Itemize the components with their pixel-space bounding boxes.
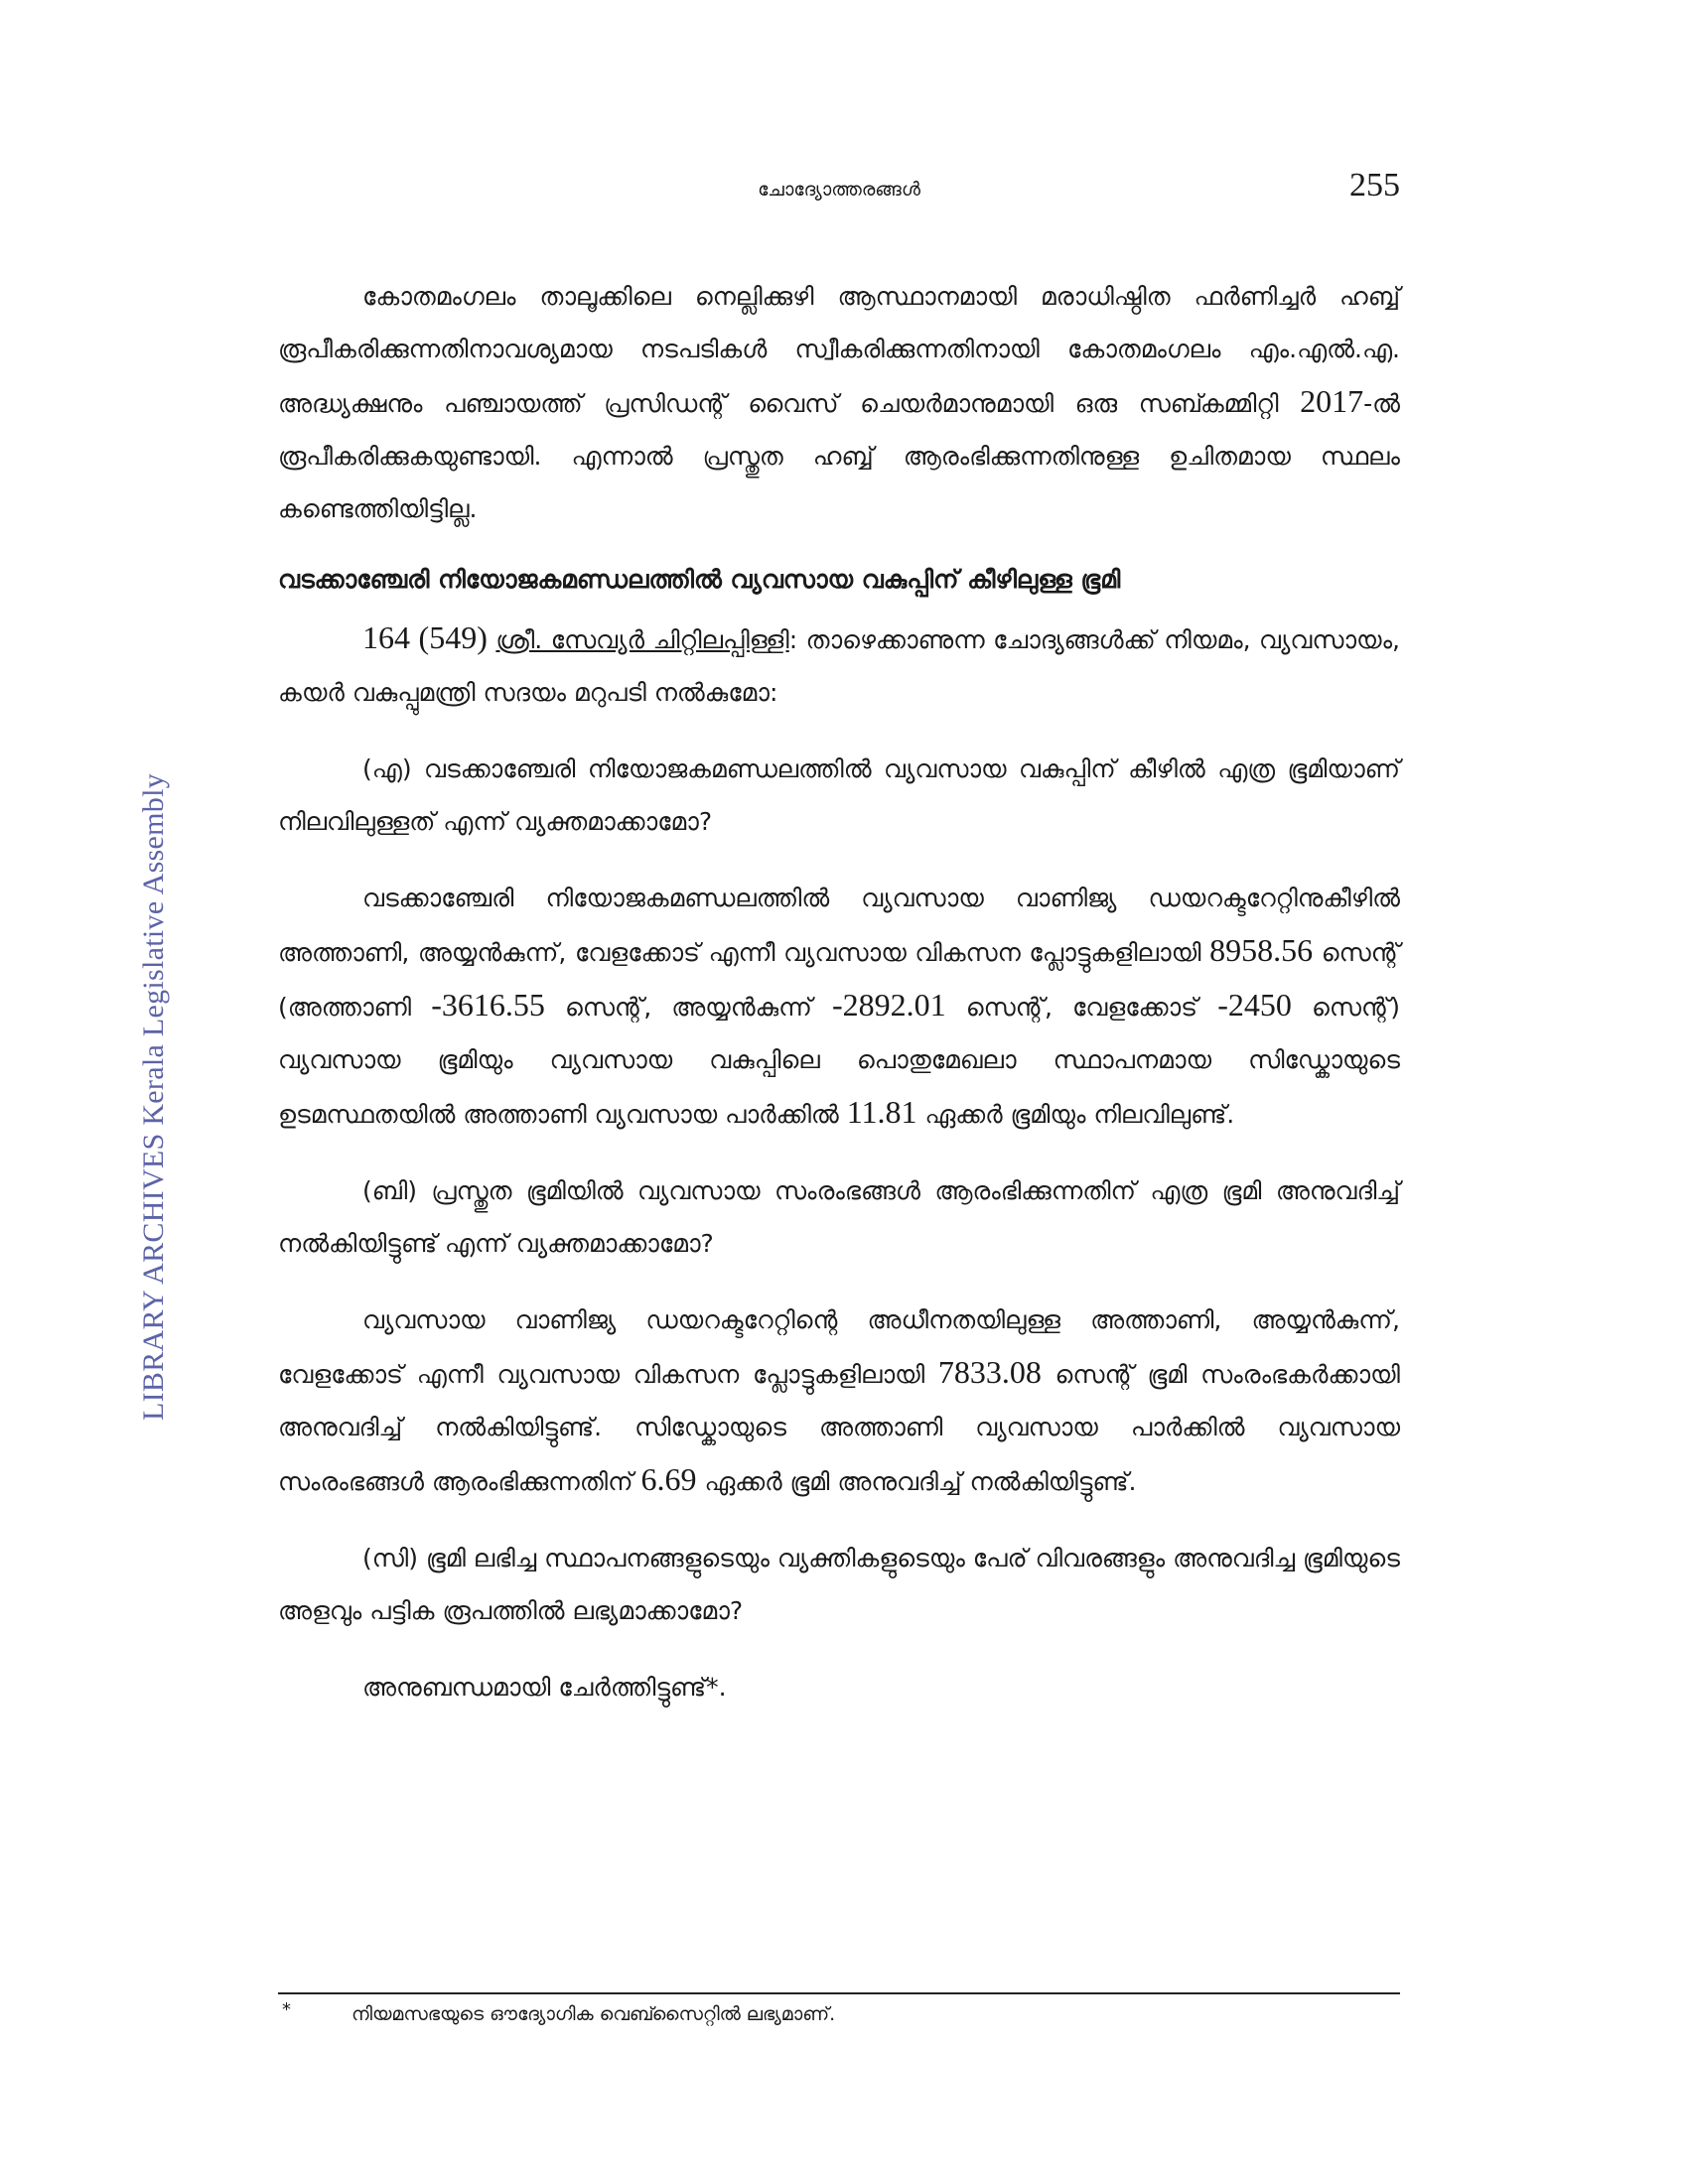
page-body [278,270,1400,1713]
intro-text-b: -ൽ രൂപീകരിക്കുകയുണ്ടായി. എന്നാൽ പ്രസ്തുത ഹബ്ബ് ആരംഭിക്കുന്നതിനുള്ള ഉചിതമായ സ്ഥലം കണ്ടെത്തിയിട്ടില്ല. [278,389,1400,523]
footnote-text: നിയമസഭയുടെ ഔദ്യോഗിക വെബ്സൈറ്റിൽ ലഭ്യമാണ്. [352,2003,836,2025]
footnote [278,1999,1400,2039]
answer-c: അനുബന്ധമായി ചേർത്തിട്ടുണ്ട്*. [362,1673,727,1702]
answer-a-text-4: സെന്റ്, വേളക്കോട് [945,993,1218,1022]
question-intro [278,612,1400,719]
archive-watermark [129,740,179,1454]
question-c: (സി) ഭൂമി ലഭിച്ച സ്ഥാപനങ്ങളുടെയും വ്യക്തികളുടെയും പേര് വിവരങ്ങളും അനുവദിച്ച ഭൂമിയുടെ അളവും പട്ടിക രൂപത്തിൽ ലഭ്യമാക്കാമോ? [278,1544,1400,1625]
answer-b-allotted-cents: 7833.08 [937,1354,1042,1390]
running-title: ചോദ്യോത്തരങ്ങൾ [758,179,920,201]
answer-b [278,1294,1400,1508]
answer-b-text-3: ഏക്കർ ഭൂമി അനുവദിച്ച് നൽകിയിട്ടുണ്ട്. [696,1467,1137,1496]
intro-paragraph [278,270,1400,535]
member-name: ശ്രീ. സേവ്യർ ചിറ്റിലപ്പിള്ളി [495,625,789,654]
answer-a-text-5: സെന്റ്) വ്യവസായ ഭൂമിയും വ്യവസായ വകുപ്പിലെ പൊതുമേഖലാ സ്ഥാപനമായ സിഡ്കോയുടെ ഉടമസ്ഥതയിൽ അത്താണി വ്യവസായ പാർക്കിൽ [278,993,1400,1129]
answer-a-total-cents: 8958.56 [1209,932,1314,968]
answer-b-allotted-acres: 6.69 [640,1461,697,1497]
section-heading: വടക്കാഞ്ചേരി നിയോജകമണ്ഡലത്തിൽ വ്യവസായ വകുപ്പിന് കീഴിലുള്ള ഭൂമി [278,565,1121,594]
footnote-mark: * [282,1999,291,2020]
intro-text-a: കോതമംഗലം താലൂക്കിലെ നെല്ലിക്കുഴി ആസ്ഥാനമായി മരാധിഷ്ഠിത ഫർണിച്ചർ ഹബ്ബ് രൂപീകരിക്കുന്നതിനാവശ്യമായ നടപടികൾ സ്വീകരിക്കുന്നതിനായി കോതമംഗലം എം.എൽ.എ. അദ്ധ്യക്ഷനും പഞ്ചായത്ത് പ്രസിഡന്റ് വൈസ് ചെയർമാനുമായി ഒരു സബ്കമ്മിറ്റി [278,282,1400,418]
answer-a-athani-cents: -3616.55 [431,987,545,1023]
answer-a-text-2: സെന്റ് (അത്താണി [278,938,1400,1022]
answer-a [278,872,1400,1141]
question-b: (ബി) പ്രസ്തുത ഭൂമിയിൽ വ്യവസായ സംരംഭങ്ങൾ ആരംഭിക്കുന്നതിന് എത്ര ഭൂമി അനുവദിച്ച് നൽകിയിട്ടുണ്ട് എന്ന് വ്യക്തമാക്കാമോ? [278,1176,1400,1258]
intro-year: 2017 [1300,383,1364,419]
page-number: 255 [1349,167,1400,204]
answer-a-text-1: വടക്കാഞ്ചേരി നിയോജകമണ്ഡലത്തിൽ വ്യവസായ വാണിജ്യ ഡയറക്ടറേറ്റിനുകീഴിൽ അത്താണി, അയ്യൻകുന്ന്, വേളക്കോട് എന്നീ വ്യവസായ വികസന പ്ലോട്ടുകളിലായി [278,884,1400,967]
answer-a-velakode-cents: -2450 [1217,987,1292,1023]
answer-a-text-6: ഏക്കർ ഭൂമിയും നിലവിലുണ്ട്. [916,1100,1235,1129]
answer-a-text-3: സെന്റ്, അയ്യൻകുന്ന് [544,993,832,1022]
question-intro-text: : താഴെക്കാണുന്ന ചോദ്യങ്ങൾക്ക് നിയമം, വ്യവസായം, കയർ വകുപ്പുമന്ത്രി സദയം മറുപടി നൽകുമോ: [278,625,1401,707]
question-a: (എ) വടക്കാഞ്ചേരി നിയോജകമണ്ഡലത്തിൽ വ്യവസായ വകുപ്പിന് കീഴിൽ എത്ര ഭൂമിയാണ് നിലവിലുള്ളത് എന്ന് വ്യക്തമാക്കാമോ? [278,754,1400,836]
question-number: 164 (549) [362,619,488,655]
answer-b-text-2: സെന്റ് ഭൂമി സംരംഭകർക്കായി അനുവദിച്ച് നൽകിയിട്ടുണ്ട്. സിഡ്കോയുടെ അത്താണി വ്യവസായ പാർക്കിൽ വ്യവസായ സംരംഭങ്ങൾ ആരംഭിക്കുന്നതിന് [278,1360,1400,1496]
running-header [278,167,1400,222]
footnote-divider [278,1992,1400,1994]
answer-a-ayyankunnu-cents: -2892.01 [831,987,946,1023]
archive-watermark-text: LIBRARY ARCHIVES Kerala Legislative Assembly [137,772,170,1422]
answer-b-text-1: വ്യവസായ വാണിജ്യ ഡയറക്ടറേറ്റിന്റെ അധീനതയിലുള്ള അത്താണി, അയ്യൻകുന്ന്, വേളക്കോട് എന്നീ വ്യവസായ വികസന പ്ലോട്ടുകളിലായി [278,1305,1400,1389]
answer-a-sidco-acres: 11.81 [846,1094,917,1130]
